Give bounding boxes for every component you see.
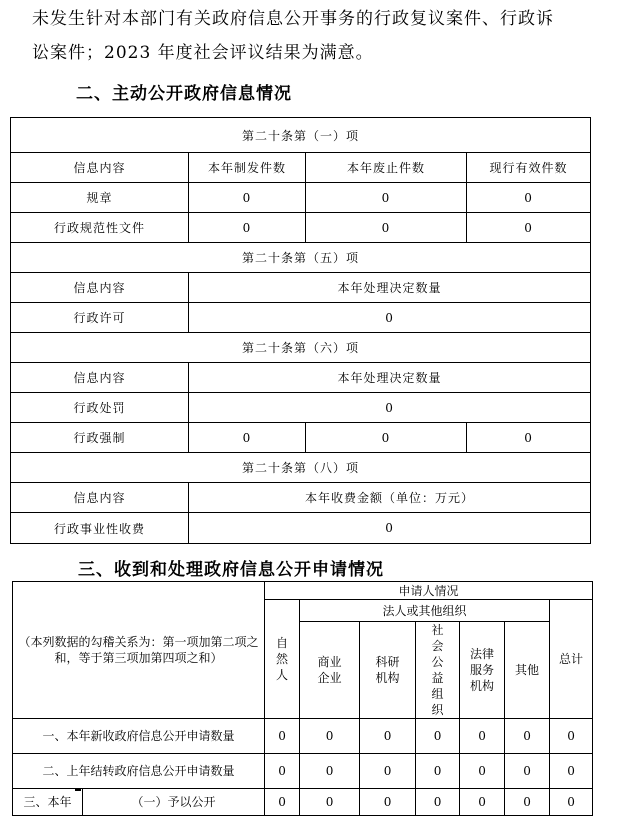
table-row	[11, 183, 591, 213]
cell-value: 0	[306, 423, 467, 453]
page-mark	[75, 789, 81, 791]
cell-value: 0	[265, 719, 300, 754]
col-business: 商业企业	[300, 622, 360, 719]
cell-value: 0	[416, 754, 460, 789]
table-row	[13, 789, 593, 816]
cell-value: 0	[360, 754, 416, 789]
cell-value: 0	[505, 719, 550, 754]
cell-value: 0	[360, 719, 416, 754]
application-table	[12, 581, 593, 816]
cell-value: 0	[189, 213, 306, 243]
table-row	[11, 513, 591, 544]
cell-value: 0	[189, 303, 591, 333]
art6-col-count: 本年处理决定数量	[189, 363, 591, 393]
cell-value: 0	[550, 754, 593, 789]
cell-value: 0	[550, 719, 593, 754]
art1-header: 第二十条第（一）项	[11, 118, 591, 153]
cell-value: 0	[189, 423, 306, 453]
cell-value: 0	[265, 789, 300, 816]
table-row	[11, 213, 591, 243]
intro-line-2: 讼案件；2023 年度社会评议结果为满意。	[32, 43, 374, 63]
row-label: 一、本年新收政府信息公开申请数量	[13, 719, 265, 754]
row-label: 规章	[11, 183, 189, 213]
cell-value: 0	[416, 719, 460, 754]
art5-header: 第二十条第（五）项	[11, 243, 591, 273]
art1-col-repealed: 本年废止件数	[306, 153, 467, 183]
section3-title: 三、收到和处理政府信息公开申请情况	[78, 560, 384, 580]
art6-col-content: 信息内容	[11, 363, 189, 393]
cell-value: 0	[416, 789, 460, 816]
intro-line-1: 未发生针对本部门有关政府信息公开事务的行政复议案件、行政诉	[32, 9, 554, 29]
applicant-header: 申请人情况	[265, 582, 593, 600]
natural-person-header: 自然人	[265, 600, 300, 719]
cell-value: 0	[505, 789, 550, 816]
row-label: 三、本年	[13, 789, 83, 816]
cell-value: 0	[306, 183, 467, 213]
col-public-welfare: 社会公益组织	[416, 622, 460, 719]
cell-value: 0	[306, 213, 467, 243]
section2-title: 二、主动公开政府信息情况	[76, 84, 292, 104]
cell-value: 0	[460, 754, 505, 789]
cell-value: 0	[467, 213, 591, 243]
aggregation-note: （本列数据的勾稽关系为：第一项加第二项之和，等于第三项加第四项之和）	[13, 582, 265, 719]
cell-value: 0	[189, 513, 591, 544]
table-row	[11, 393, 591, 423]
art1-col-content: 信息内容	[11, 153, 189, 183]
cell-value: 0	[360, 789, 416, 816]
cell-value: 0	[300, 789, 360, 816]
table-row	[13, 754, 593, 789]
proactive-disclosure-table	[10, 117, 591, 544]
art1-col-valid: 现行有效件数	[467, 153, 591, 183]
cell-value: 0	[265, 754, 300, 789]
cell-value: 0	[505, 754, 550, 789]
cell-value: 0	[460, 789, 505, 816]
cell-value: 0	[189, 393, 591, 423]
table-row	[11, 423, 591, 453]
art5-col-content: 信息内容	[11, 273, 189, 303]
row-label: 行政事业性收费	[11, 513, 189, 544]
row-label: 行政规范性文件	[11, 213, 189, 243]
cell-value: 0	[189, 183, 306, 213]
col-legal-service: 法律服务机构	[460, 622, 505, 719]
cell-value: 0	[550, 789, 593, 816]
cell-value: 0	[300, 719, 360, 754]
cell-value: 0	[300, 754, 360, 789]
legal-org-header: 法人或其他组织	[300, 600, 550, 622]
table-row	[11, 303, 591, 333]
cell-value: 0	[467, 423, 591, 453]
art8-header: 第二十条第（八）项	[11, 453, 591, 483]
cell-value: 0	[467, 183, 591, 213]
row-label: 行政许可	[11, 303, 189, 333]
row-label: 二、上年结转政府信息公开申请数量	[13, 754, 265, 789]
art1-col-issued: 本年制发件数	[189, 153, 306, 183]
cell-value: 0	[460, 719, 505, 754]
row-label: 行政处罚	[11, 393, 189, 423]
art5-col-count: 本年处理决定数量	[189, 273, 591, 303]
row-sublabel: （一）予以公开	[83, 789, 265, 816]
art8-col-amount: 本年收费金额（单位：万元）	[189, 483, 591, 513]
art6-header: 第二十条第（六）项	[11, 333, 591, 363]
table-row	[13, 719, 593, 754]
col-other: 其他	[505, 622, 550, 719]
col-research: 科研机构	[360, 622, 416, 719]
total-header: 总计	[550, 600, 593, 719]
row-label: 行政强制	[11, 423, 189, 453]
art8-col-content: 信息内容	[11, 483, 189, 513]
